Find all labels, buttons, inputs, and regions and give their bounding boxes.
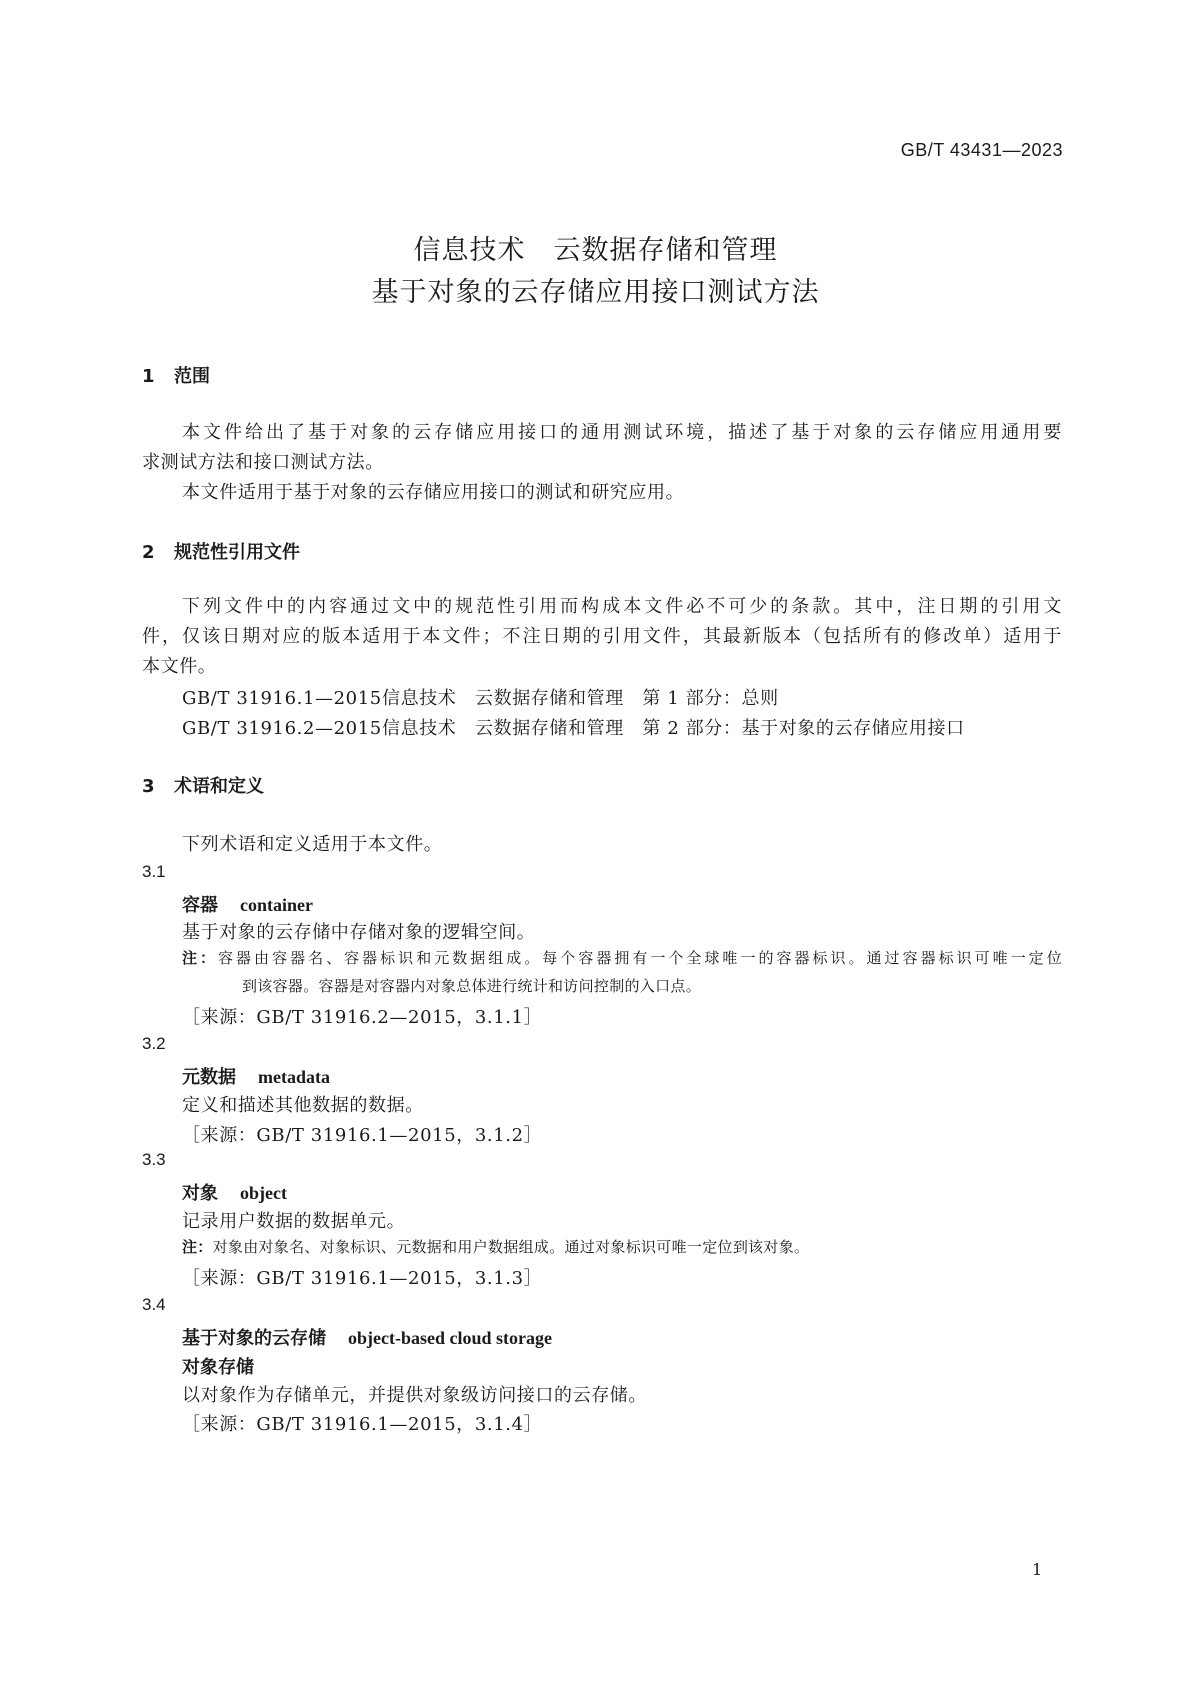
section-number: 3: [142, 776, 155, 797]
term-source: ［来源：GB/T 31916.1—2015，3.1.4］: [182, 1414, 543, 1435]
term-name: [182, 891, 313, 917]
paragraph-line: 本文件给出了基于对象的云存储应用接口的通用测试环境，描述了基于对象的云存储应用通用要: [182, 422, 1062, 443]
note-label: 注：: [182, 1238, 213, 1256]
term-name: [182, 1324, 552, 1350]
term-name-en: object: [240, 1183, 287, 1203]
term-name-zh: 对象: [182, 1183, 218, 1204]
term-note: [182, 1233, 1062, 1261]
term-name-zh: 元数据: [182, 1067, 236, 1088]
section-1-heading: [142, 362, 210, 388]
document-title-line2: 基于对象的云存储应用接口测试方法: [371, 277, 820, 308]
section-3-intro: 下列术语和定义适用于本文件。: [182, 834, 443, 855]
section-title: 规范性引用文件: [174, 542, 300, 563]
term-alt-name-zh: 对象存储: [182, 1357, 254, 1378]
term-source: ［来源：GB/T 31916.1—2015，3.1.2］: [182, 1125, 543, 1146]
term-number: 3.1: [142, 862, 166, 881]
term-note: [182, 944, 1062, 1000]
note-label: 注：: [182, 949, 219, 967]
note-text: 到该容器。容器是对容器内对象总体进行统计和访问控制的入口点。: [242, 977, 702, 995]
section-2-paragraph-1: [142, 592, 1062, 682]
reference-code: GB/T 31916.1—2015: [182, 688, 382, 709]
term-number: 3.2: [142, 1034, 166, 1053]
term-source: ［来源：GB/T 31916.1—2015，3.1.3］: [182, 1268, 543, 1289]
term-name-zh: 基于对象的云存储: [182, 1328, 326, 1349]
page-number: 1: [1032, 1560, 1043, 1579]
term-name-en: metadata: [258, 1067, 330, 1087]
normative-reference: [182, 684, 779, 710]
term-name: [182, 1063, 330, 1089]
reference-code: GB/T 31916.2—2015: [182, 718, 382, 739]
term-name-en: object-based cloud storage: [348, 1328, 552, 1348]
term-number: 3.3: [142, 1150, 166, 1169]
paragraph-line: 件，仅该日期对应的版本适用于本文件；不注日期的引用文件，其最新版本（包括所有的修改单）适用于: [142, 626, 1062, 647]
section-number: 2: [142, 542, 155, 563]
reference-title: 信息技术 云数据存储和管理 第 2 部分：基于对象的云存储应用接口: [382, 718, 965, 739]
term-definition: 记录用户数据的数据单元。: [182, 1211, 406, 1232]
term-definition: 定义和描述其他数据的数据。: [182, 1095, 424, 1116]
note-text: 对象由对象名、对象标识、元数据和用户数据组成。通过对象标识可唯一定位到该对象。: [212, 1238, 810, 1256]
term-source: ［来源：GB/T 31916.2—2015，3.1.1］: [182, 1007, 543, 1028]
term-name-zh: 容器: [182, 895, 218, 916]
term-definition: 以对象作为存储单元，并提供对象级访问接口的云存储。: [182, 1385, 647, 1406]
section-number: 1: [142, 366, 155, 387]
section-1-paragraph-1: [142, 418, 1062, 478]
term-name: [182, 1179, 287, 1205]
section-title: 范围: [174, 366, 210, 387]
paragraph-line: 下列文件中的内容通过文中的规范性引用而构成本文件必不可少的条款。其中，注日期的引用文: [182, 596, 1062, 617]
normative-reference: [182, 714, 965, 740]
reference-title: 信息技术 云数据存储和管理 第 1 部分：总则: [382, 688, 779, 709]
section-title: 术语和定义: [174, 776, 264, 797]
section-3-heading: [142, 772, 264, 798]
section-1-paragraph-2: 本文件适用于基于对象的云存储应用接口的测试和研究应用。: [182, 482, 685, 503]
term-number: 3.4: [142, 1295, 166, 1314]
document-title-line1: 信息技术 云数据存储和管理: [413, 235, 778, 266]
term-alt-name: [182, 1353, 254, 1379]
paragraph-line: 本文件。: [142, 656, 217, 677]
standard-number: GB/T 43431—2023: [900, 140, 1063, 160]
paragraph-line: 求测试方法和接口测试方法。: [142, 452, 384, 473]
note-text: 容器由容器名、容器标识和元数据组成。每个容器拥有一个全球唯一的容器标识。通过容器标识可唯一定位: [218, 949, 1062, 967]
term-definition: 基于对象的云存储中存储对象的逻辑空间。: [182, 922, 536, 943]
section-2-heading: [142, 538, 300, 564]
term-name-en: container: [240, 895, 313, 915]
